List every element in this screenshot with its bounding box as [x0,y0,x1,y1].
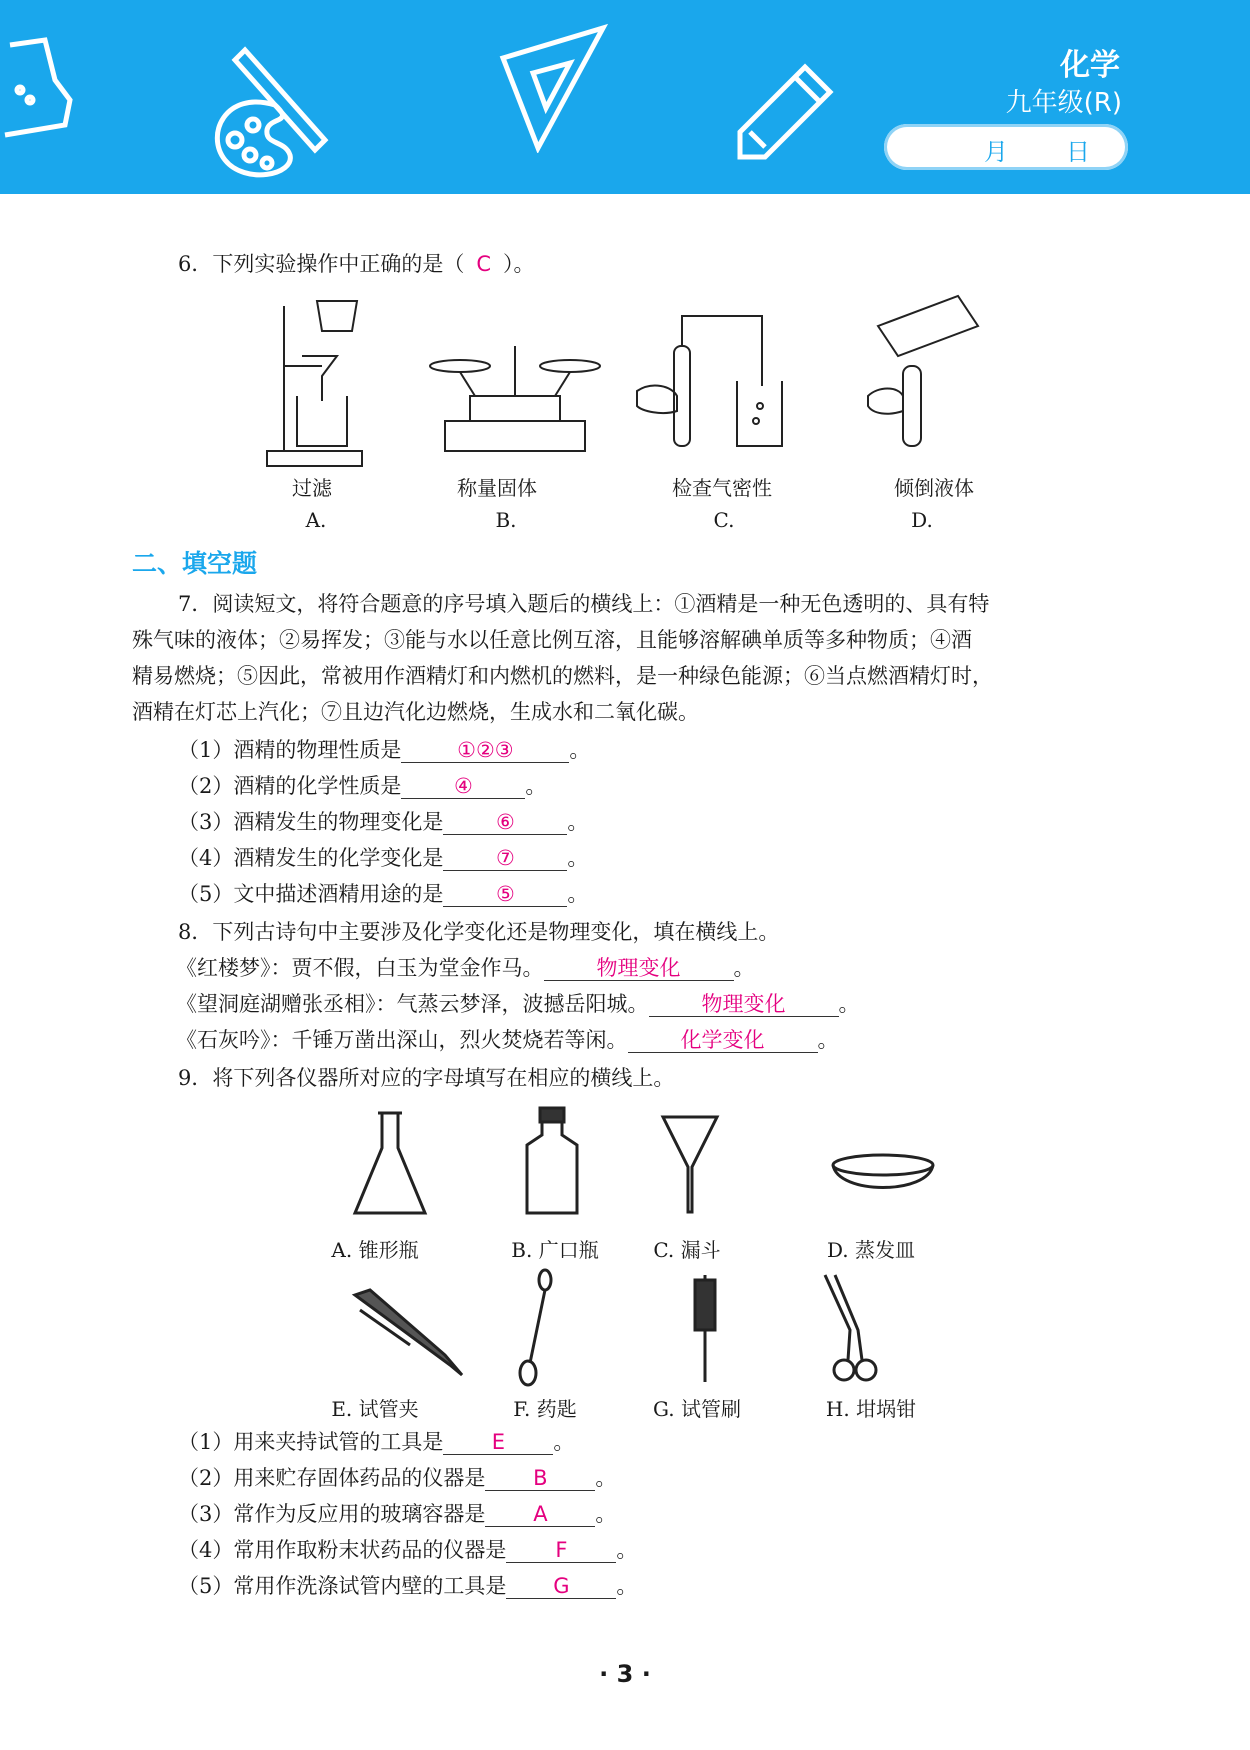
balance-figure [425,336,605,456]
q9-item-2-prompt: （2）用来贮存固体药品的仪器是 [178,1466,486,1490]
crucible-tongs-figure [820,1270,890,1385]
q8-item-1-answer[interactable]: 物理变化 [544,950,734,981]
q7-item-3-prompt: （3）酒精发生的物理变化是 [178,810,444,834]
q9-item-5-answer[interactable]: G [506,1568,616,1599]
q6-letter-a: A. [305,508,327,532]
q7-item-3: （3）酒精发生的物理变化是 ⑥ 。 [178,804,588,840]
q7-item-2: （2）酒精的化学性质是 ④ 。 [178,768,546,804]
filtration-figure [262,296,397,471]
q7-item-1: （1）酒精的物理性质是 ①②③ 。 [178,732,590,768]
wide-mouth-bottle-figure [522,1105,582,1217]
q7-line-1: 7．阅读短文，将符合题意的序号填入题后的横线上：①酒精是一种无色透明的、具有特 [178,592,990,616]
q7-item-2-answer[interactable]: ④ [401,768,525,799]
q9-item-5: （5）常用作洗涤试管内壁的工具是 G 。 [178,1568,637,1604]
q8-item-2-answer[interactable]: 物理变化 [649,986,839,1017]
q8-item-2-prompt: 《望洞庭湖赠张丞相》：气蒸云梦泽，波撼岳阳城。 [176,992,649,1016]
evaporating-dish-figure [828,1150,938,1210]
conical-flask-figure [350,1108,430,1218]
q7-item-4-prompt: （4）酒精发生的化学变化是 [178,846,444,870]
skate-icon [0,30,80,150]
q6-letter-c: C. [713,508,735,532]
test-tube-holder-figure [350,1285,470,1380]
q7-line-3: 精易燃烧；⑤因此，常被用作酒精灯和内燃机的燃料，是一种绿色能源；⑥当点燃酒精灯时， [132,664,993,688]
q8-item-3-answer[interactable]: 化学变化 [628,1022,818,1053]
q9-item-3: （3）常作为反应用的玻璃容器是 A 。 [178,1496,616,1532]
triangle-ruler-icon [498,18,608,153]
q9-item-4-answer[interactable]: F [506,1532,616,1563]
q8-item-1-prompt: 《红楼梦》：贾不假，白玉为堂金作马。 [176,956,544,980]
q7-item-1-prompt: （1）酒精的物理性质是 [178,738,402,762]
q8-item-3-prompt: 《石灰吟》：千锤万凿出深山，烈火焚烧若等闲。 [176,1028,628,1052]
page-number: · 3 · [599,1660,651,1688]
q6-letter-d: D. [911,508,933,532]
subject-title: 化学 [1060,48,1120,83]
date-field [884,124,1128,170]
day-label: 日 [1066,138,1090,166]
q6-stem-text: 6．下列实验操作中正确的是（ [178,252,465,276]
q9-item-3-answer[interactable]: A [485,1496,595,1527]
q9-item-3-prompt: （3）常作为反应用的玻璃容器是 [178,1502,486,1526]
q9-item-1: （1）用来夹持试管的工具是 E 。 [178,1424,574,1460]
q7-item-5-prompt: （5）文中描述酒精用途的是 [178,882,444,906]
q7-item-2-prompt: （2）酒精的化学性质是 [178,774,402,798]
q7-item-5-answer[interactable]: ⑤ [443,876,567,907]
q7-line-4: 酒精在灯芯上汽化；⑦且边汽化边燃烧，生成水和二氧化碳。 [132,700,699,724]
instrument-label-g: G. 试管刷 [653,1397,741,1421]
q6-stem-end: ）。 [503,252,535,276]
q6-caption-d: 倾倒液体 [894,476,974,500]
q6-letter-b: B. [495,508,517,532]
palette-brush-icon [205,45,355,185]
q9-item-4-prompt: （4）常用作取粉末状药品的仪器是 [178,1538,507,1562]
q6-answer: C [476,252,492,276]
q9-item-4: （4）常用作取粉末状药品的仪器是 F 。 [178,1532,637,1568]
q9-item-1-answer[interactable]: E [443,1424,553,1455]
q6-caption-c: 检查气密性 [672,476,772,500]
q8-item-2: 《望洞庭湖赠张丞相》：气蒸云梦泽，波撼岳阳城。 物理变化 。 [176,986,860,1022]
instrument-label-b: B. 广口瓶 [511,1238,599,1262]
month-label: 月 [984,138,1008,166]
q7-line-2: 殊气味的液体；②易挥发；③能与水以任意比例互溶，且能够溶解碘单质等多种物质；④酒 [132,628,972,652]
instrument-label-h: H. 坩埚钳 [825,1397,917,1421]
q8-stem: 8．下列古诗句中主要涉及化学变化还是物理变化，填在横线上。 [178,920,780,944]
instrument-label-f: F. 药匙 [513,1397,577,1421]
test-tube-brush-figure [690,1270,720,1385]
q8-item-1: 《红楼梦》：贾不假，白玉为堂金作马。 物理变化 。 [176,950,755,986]
q9-item-2: （2）用来贮存固体药品的仪器是 B 。 [178,1460,616,1496]
airtightness-figure [632,306,792,456]
header-banner [0,0,1250,194]
q9-stem: 9．将下列各仪器所对应的字母填写在相应的横线上。 [178,1066,675,1090]
q9-item-1-prompt: （1）用来夹持试管的工具是 [178,1430,444,1454]
medicine-spoon-figure [512,1268,562,1388]
q7-item-4-answer[interactable]: ⑦ [443,840,567,871]
q7-item-1-answer[interactable]: ①②③ [401,732,569,763]
instrument-label-c: C. 漏斗 [653,1238,721,1262]
q7-item-3-answer[interactable]: ⑥ [443,804,567,835]
q7-item-5: （5）文中描述酒精用途的是 ⑤ 。 [178,876,588,912]
pouring-figure [848,286,998,456]
q6-caption-b: 称量固体 [457,476,537,500]
grade-label: 九年级(R) [1005,88,1122,118]
instrument-label-d: D. 蒸发皿 [826,1238,916,1262]
pencil-icon [735,62,835,162]
instrument-label-a: A. 锥形瓶 [331,1238,419,1262]
section-title: 二、填空题 [132,549,258,578]
q6-stem [178,246,535,282]
q9-item-5-prompt: （5）常用作洗涤试管内壁的工具是 [178,1574,507,1598]
q7-item-4: （4）酒精发生的化学变化是 ⑦ 。 [178,840,588,876]
q9-item-2-answer[interactable]: B [485,1460,595,1491]
q6-caption-a: 过滤 [292,476,332,500]
q8-item-3: 《石灰吟》：千锤万凿出深山，烈火焚烧若等闲。 化学变化 。 [176,1022,839,1058]
instrument-label-e: E. 试管夹 [331,1397,419,1421]
funnel-figure [660,1112,720,1217]
